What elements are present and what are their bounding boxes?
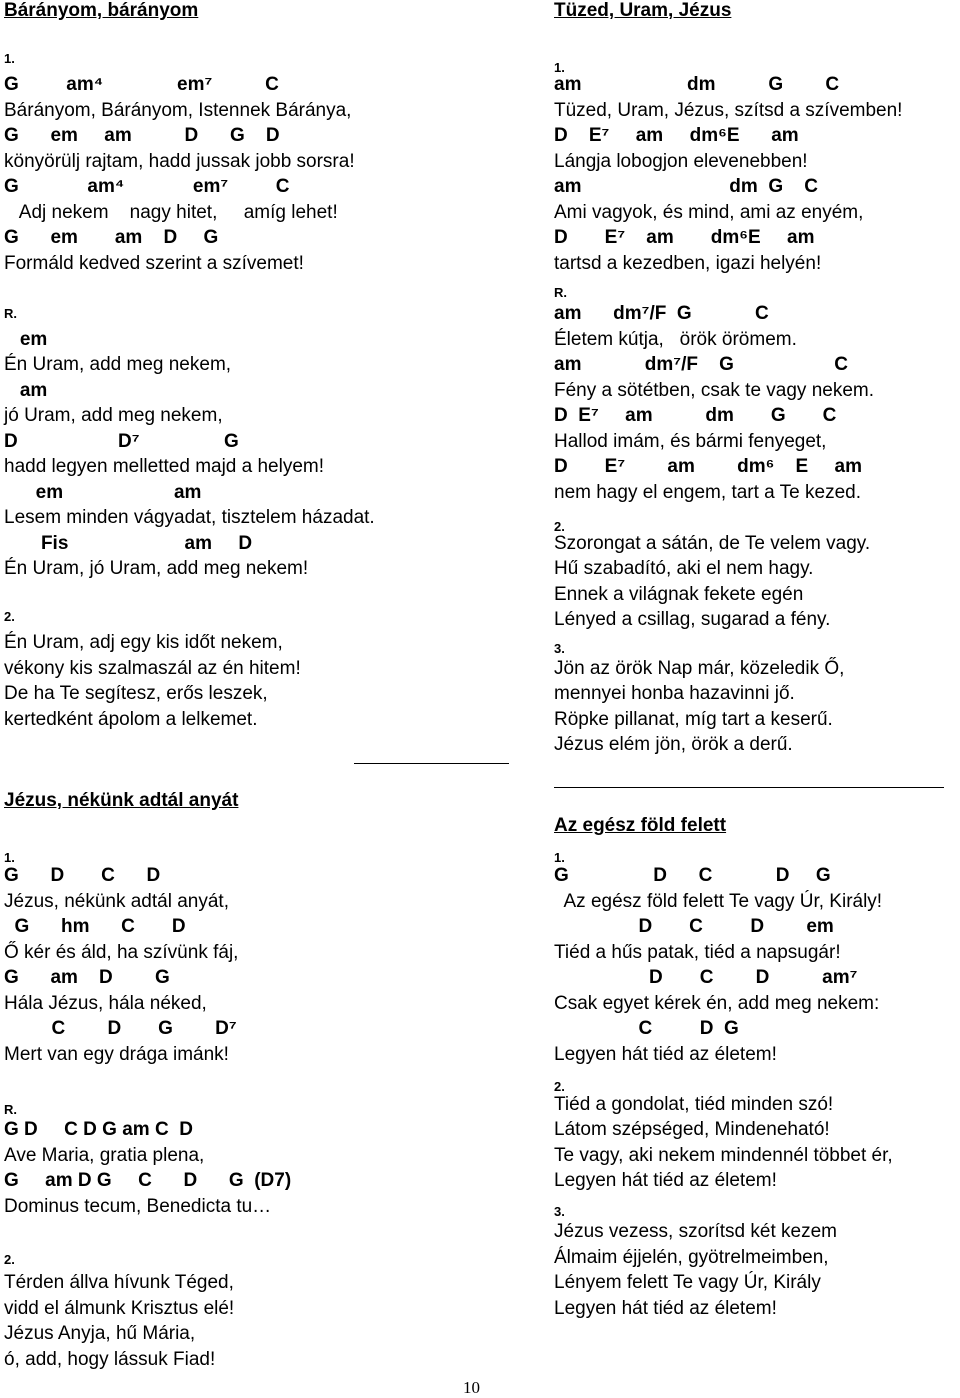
lyric-line: Ave Maria, gratia plena, xyxy=(4,1145,205,1166)
verse-label: 2. xyxy=(554,1079,565,1094)
lyric-line: vidd el álmunk Krisztus elé! xyxy=(4,1298,235,1319)
song-title-az-egesz-fold: Az egész föld felett xyxy=(554,815,727,836)
chord-line: G am D G C D G (D7) xyxy=(4,1170,292,1191)
verse-label: 2. xyxy=(4,609,15,624)
verse-label: R. xyxy=(554,285,567,300)
lyric-line: kertedként ápolom a lelkemet. xyxy=(4,709,258,730)
lyric-line: Ami vagyok, és mind, ami az enyém, xyxy=(554,202,864,223)
lyric-line: ó, add, hogy lássuk Fiad! xyxy=(4,1349,216,1370)
verse-label: R. xyxy=(4,306,17,321)
lyric-line: Az egész föld felett Te vagy Úr, Király! xyxy=(554,891,883,912)
lyric-line: Szorongat a sátán, de Te velem vagy. xyxy=(554,533,871,554)
verse-label: 2. xyxy=(4,1252,15,1267)
chord-line: am xyxy=(4,380,48,401)
lyric-line: Legyen hát tiéd az életem! xyxy=(554,1298,777,1319)
lyric-line: Röpke pillanat, míg tart a keserű. xyxy=(554,709,833,730)
lyric-line: Dominus tecum, Benedicta tu… xyxy=(4,1196,272,1217)
lyric-line: Tiéd a hűs patak, tiéd a napsugár! xyxy=(554,942,841,963)
song-title-baranyom: Bárányom, bárányom xyxy=(4,0,199,21)
lyric-line: nem hagy el engem, tart a Te kezed. xyxy=(554,482,861,503)
chord-line: G D C D xyxy=(4,865,161,886)
lyric-line: Lényed a csillag, sugarad a fény. xyxy=(554,609,831,630)
chord-line: D E⁷ am dm G C xyxy=(554,405,837,426)
verse-label: 1. xyxy=(4,51,15,66)
chord-line: D E⁷ am dm⁶ E am xyxy=(554,456,862,477)
lyric-line: Térden állva hívunk Téged, xyxy=(4,1272,234,1293)
lyric-line: Én Uram, add meg nekem, xyxy=(4,354,232,375)
lyric-line: hadd legyen melletted majd a helyem! xyxy=(4,456,325,477)
lyric-line: Hű szabadító, aki el nem hagy. xyxy=(554,558,814,579)
lyric-line: Lángja lobogjon elevenebben! xyxy=(554,151,808,172)
lyric-line: De ha Te segítesz, erős leszek, xyxy=(4,683,268,704)
chord-line: G em am D G D xyxy=(4,125,280,146)
chord-line: G am D G xyxy=(4,967,170,988)
chord-line: G D C D G xyxy=(554,865,831,886)
chord-line: G em am D G xyxy=(4,227,219,248)
verse-label: 3. xyxy=(554,1204,565,1219)
chord-line: G am⁴ em⁷ C xyxy=(4,176,290,197)
lyric-line: Tiéd a gondolat, tiéd minden szó! xyxy=(554,1094,834,1115)
lyric-line: Ennek a világnak fekete egén xyxy=(554,584,804,605)
lyric-line: vékony kis szalmaszál az én hitem! xyxy=(4,658,301,679)
chord-line: D C D am⁷ xyxy=(554,967,858,988)
lyric-line: Látom szépséged, Mindeneható! xyxy=(554,1119,830,1140)
chord-line: D D⁷ G xyxy=(4,431,239,452)
chord-line: am dm⁷/F G C xyxy=(554,354,848,375)
chord-line: G hm C D xyxy=(4,916,186,937)
lyric-line: Tüzed, Uram, Jézus, szítsd a szívemben! xyxy=(554,100,903,121)
verse-label: 1. xyxy=(554,60,565,75)
lyric-line: Én Uram, adj egy kis időt nekem, xyxy=(4,632,283,653)
lyric-line: Mert van egy drága imánk! xyxy=(4,1044,229,1065)
lyric-line: Lényem felett Te vagy Úr, Király xyxy=(554,1272,821,1293)
lyric-line: tartsd a kezedben, igazi helyén! xyxy=(554,253,822,274)
divider-line xyxy=(354,763,509,764)
lyric-line: Adj nekem nagy hitet, amíg lehet! xyxy=(4,202,338,223)
lyric-line: Életem kútja, örök örömem. xyxy=(554,329,797,350)
lyric-line: Lesem minden vágyadat, tisztelem házadat. xyxy=(4,507,375,528)
lyric-line: Jézus, nékünk adtál anyát, xyxy=(4,891,229,912)
verse-label: 1. xyxy=(554,850,565,865)
chord-line: C D G D⁷ xyxy=(4,1018,237,1039)
lyric-line: jó Uram, add meg nekem, xyxy=(4,405,223,426)
verse-label: 3. xyxy=(554,641,565,656)
lyric-line: Álmaim éjjelén, gyötrelmeimben, xyxy=(554,1247,829,1268)
chord-line: G am⁴ em⁷ C xyxy=(4,74,279,95)
verse-label: 1. xyxy=(4,850,15,865)
lyric-line: mennyei honba hazavinni jő. xyxy=(554,683,795,704)
lyric-line: Fény a sötétben, csak te vagy nekem. xyxy=(554,380,875,401)
chord-line: em xyxy=(4,329,48,350)
chord-line: Fis am D xyxy=(4,533,253,554)
divider-line xyxy=(554,787,944,788)
song-title-tuzed: Tüzed, Uram, Jézus xyxy=(554,0,732,21)
page-number: 10 xyxy=(463,1378,480,1397)
lyric-line: Ő kér és áld, ha szívünk fáj, xyxy=(4,942,239,963)
chord-line: D C D em xyxy=(554,916,834,937)
lyric-line: Legyen hát tiéd az életem! xyxy=(554,1170,777,1191)
lyric-line: Te vagy, aki nekem mindennél többet ér, xyxy=(554,1145,893,1166)
chord-line: em am xyxy=(4,482,202,503)
chord-line: G D C D G am C D xyxy=(4,1119,193,1140)
lyric-line: Jön az örök Nap már, közeledik Ő, xyxy=(554,658,845,679)
lyric-line: Bárányom, Bárányom, Istennek Báránya, xyxy=(4,100,352,121)
lyric-line: könyörülj rajtam, hadd jussak jobb sorsra! xyxy=(4,151,355,172)
lyric-line: Én Uram, jó Uram, add meg nekem! xyxy=(4,558,309,579)
lyric-line: Jézus vezess, szorítsd két kezem xyxy=(554,1221,837,1242)
lyric-line: Formáld kedved szerint a szívemet! xyxy=(4,253,304,274)
lyric-line: Hála Jézus, hála néked, xyxy=(4,993,207,1014)
lyric-line: Csak egyet kérek én, add meg nekem: xyxy=(554,993,880,1014)
chord-line: am dm G C xyxy=(554,176,818,197)
chord-line: D E⁷ am dm⁶E am xyxy=(554,125,799,146)
chord-line: C D G xyxy=(554,1018,739,1039)
lyric-line: Jézus Anyja, hű Mária, xyxy=(4,1323,196,1344)
verse-label: 2. xyxy=(554,519,565,534)
chord-line: am dm G C xyxy=(554,74,840,95)
song-title-jezus-nekunk: Jézus, nékünk adtál anyát xyxy=(4,790,239,811)
chord-line: am dm⁷/F G C xyxy=(554,303,769,324)
verse-label: R. xyxy=(4,1102,17,1117)
chord-line: D E⁷ am dm⁶E am xyxy=(554,227,815,248)
lyric-line: Hallod imám, és bármi fenyeget, xyxy=(554,431,827,452)
lyric-line: Legyen hát tiéd az életem! xyxy=(554,1044,777,1065)
lyric-line: Jézus elém jön, örök a derű. xyxy=(554,734,793,755)
